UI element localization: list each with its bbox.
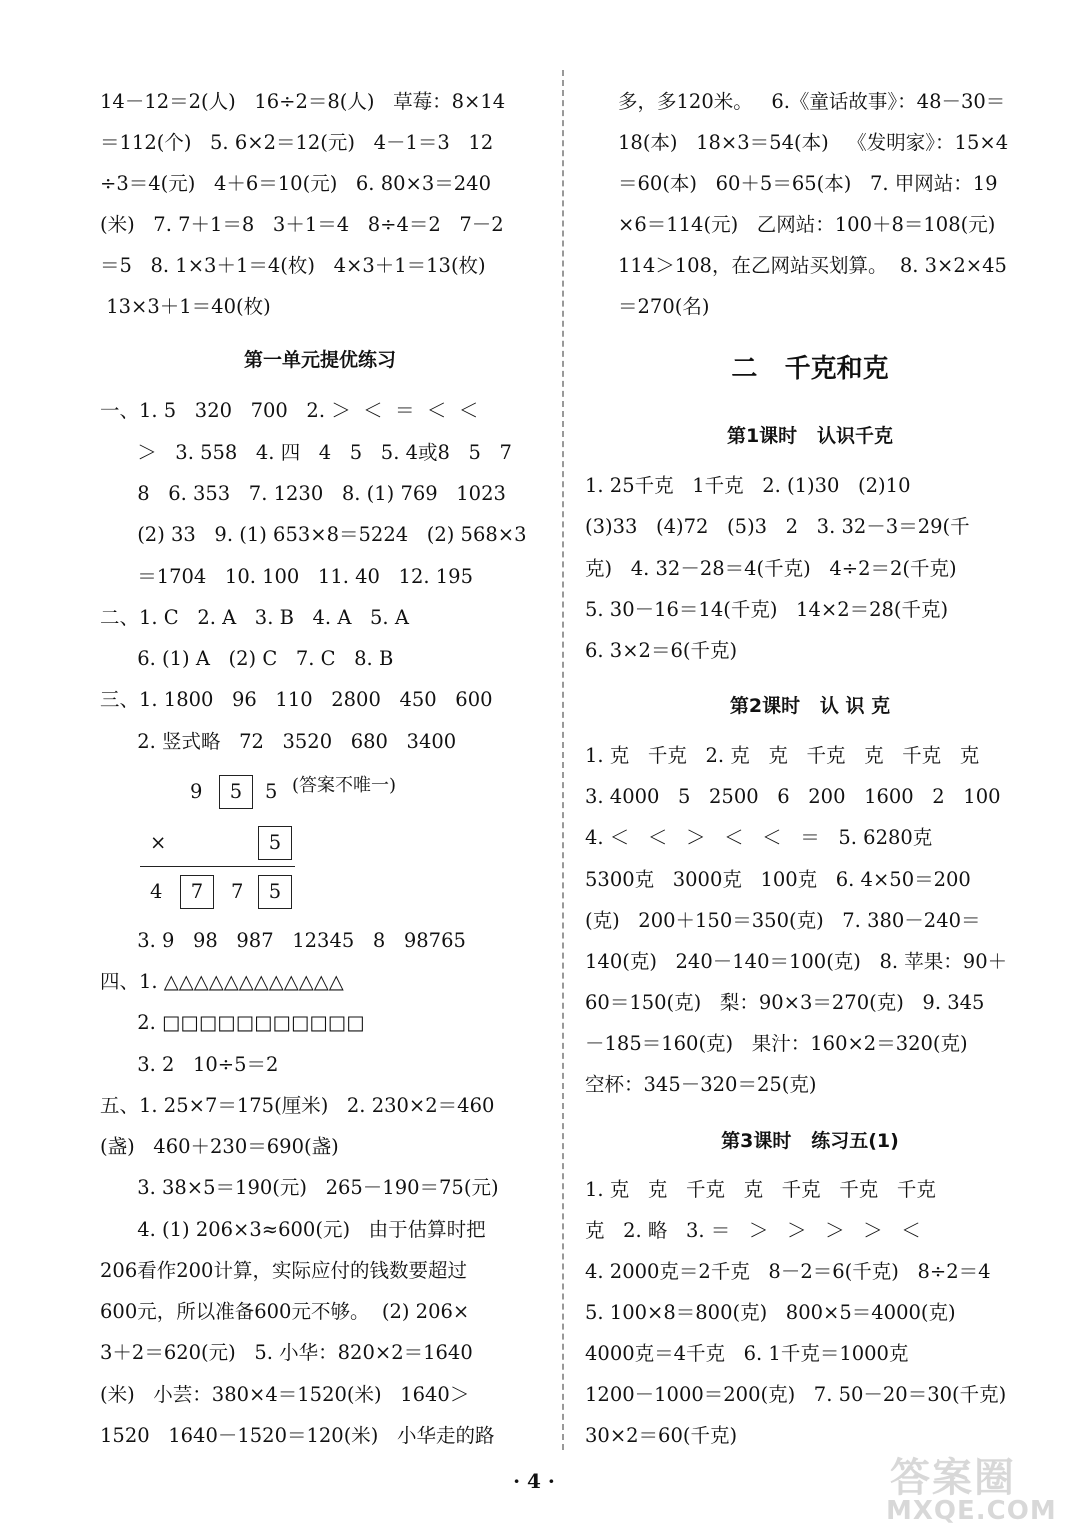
answer-line: 2. 竖式略 72 3520 680 3400 [100, 730, 457, 753]
answer-box: 5 [258, 826, 292, 860]
answer-line: ＞ 3. 558 4. 四 4 5 5. 4或8 5 7 [100, 441, 512, 464]
column-divider [562, 70, 564, 1450]
digit: 4 [150, 880, 163, 903]
answer-line: (2) 33 9. (1) 653×8＝5224 (2) 568×3 [100, 523, 527, 546]
calc-rule [140, 866, 295, 867]
answer-line: 3. 4000 5 2500 6 200 1600 2 100 [585, 785, 1001, 808]
answer-line: (克) 200＋150＝350(克) 7. 380－240＝ [585, 909, 981, 932]
answer-line: 8 6. 353 7. 1230 8. (1) 769 1023 [100, 482, 506, 505]
answer-line: 600元，所以准备600元不够。 (2) 206× [100, 1300, 470, 1323]
answer-line: 114＞108，在乙网站买划算。 8. 3×2×45 [618, 254, 1007, 277]
answer-line: 3. 2 10÷5＝2 [100, 1053, 279, 1076]
answer-line: 4. (1) 206×3≈600(元) 由于估算时把 [100, 1218, 486, 1241]
answer-line: 3. 9 98 987 12345 8 98765 [100, 929, 466, 952]
answer-line: 克 2. 略 3. ＝ ＞ ＞ ＞ ＞ ＜ [585, 1219, 921, 1242]
chapter-title: 二 千克和克 [731, 354, 889, 384]
answer-line: ＝1704 10. 100 11. 40 12. 195 [100, 565, 473, 588]
answer-line: 4. ＜ ＜ ＞ ＜ ＜ ＝ 5. 6280克 [585, 826, 933, 849]
answer-line: ÷3＝4(元) 4＋6＝10(元) 6. 80×3＝240 [100, 172, 491, 195]
watermark-cn: 答案圈 [890, 1455, 1016, 1501]
answer-line: 13×3＋1＝40(枚) [100, 295, 271, 318]
answer-line: 三、1. 1800 96 110 2800 450 600 [100, 688, 493, 711]
lesson-title: 第3课时 练习五(1) [721, 1130, 899, 1152]
page-number-value: 4 [527, 1469, 541, 1493]
watermark-logo [880, 1446, 1057, 1526]
lesson-title: 第1课时 认识千克 [726, 425, 894, 447]
answer-line: 一、1. 5 320 700 2. ＞ ＜ ＝ ＜ ＜ [100, 399, 479, 422]
answer-line: 2. □□□□□□□□□□□ [100, 1011, 365, 1034]
answer-line: (米) 小芸：380×4＝1520(米) 1640＞ [100, 1383, 470, 1406]
note-text: (答案不唯一) [292, 775, 397, 796]
answer-line: 14－12＝2(人) 16÷2＝8(人) 草莓：8×14 [100, 90, 506, 113]
answer-box: 7 [180, 875, 214, 909]
answer-line: 6. (1) A (2) C 7. C 8. B [100, 647, 394, 670]
answer-line: 1. 克 千克 2. 克 克 千克 克 千克 克 [585, 744, 980, 767]
multiply-sign: × [150, 831, 167, 854]
answer-line: 5. 100×8＝800(克) 800×5＝4000(克) [585, 1301, 956, 1324]
answer-line: 克) 4. 32－28＝4(千克) 4÷2＝2(千克) [585, 557, 957, 580]
answer-line: ×6＝114(元) 乙网站：100＋8＝108(元) [618, 213, 996, 236]
answer-box: 5 [219, 775, 253, 809]
answer-line: (3)33 (4)72 (5)3 2 3. 32－3＝29(千 [585, 515, 970, 538]
digit: 7 [231, 880, 244, 903]
answer-line: (米) 7. 7＋1＝8 3＋1＝4 8÷4＝2 7－2 [100, 213, 504, 236]
answer-line: 4. 2000克＝2千克 8－2＝6(千克) 8÷2＝4 [585, 1260, 991, 1283]
section-title: 第一单元提优练习 [243, 349, 396, 371]
answer-line: 空杯：345－320＝25(克) [585, 1073, 817, 1096]
answer-box: 5 [258, 875, 292, 909]
answer-line: 30×2＝60(千克) [585, 1424, 738, 1447]
answer-line: ＝5 8. 1×3＋1＝4(枚) 4×3＋1＝13(枚) [100, 254, 486, 277]
answer-line: 60＝150(克) 梨：90×3＝270(克) 9. 345 [585, 991, 985, 1014]
answer-line: 5. 30－16＝14(千克) 14×2＝28(千克) [585, 598, 949, 621]
answer-line: ＝270(名) [618, 295, 710, 318]
answer-line: 3. 38×5＝190(元) 265－190＝75(元) [100, 1176, 499, 1199]
answer-line: 多，多120米。 6.《童话故事》：48－30＝ [618, 90, 1006, 113]
answer-line: 1. 克 克 千克 克 千克 千克 千克 [585, 1178, 936, 1201]
digit: 9 [190, 780, 203, 803]
answer-line: 五、1. 25×7＝175(厘米) 2. 230×2＝460 [100, 1094, 495, 1117]
answer-line: －185＝160(克) 果汁：160×2＝320(克) [585, 1032, 968, 1055]
answer-line: 6. 3×2＝6(千克) [585, 639, 738, 662]
lesson-title: 第2课时 认 识 克 [729, 695, 891, 717]
answer-line: 206看作200计算，实际应付的钱数要超过 [100, 1259, 467, 1282]
answer-line: 1. 25千克 1千克 2. (1)30 (2)10 [585, 474, 911, 497]
answer-line: 1200－1000＝200(克) 7. 50－20＝30(千克) [585, 1383, 1007, 1406]
answer-line: 140(克) 240－140＝100(克) 8. 苹果：90＋ [585, 950, 1008, 973]
answer-line: 5300克 3000克 100克 6. 4×50＝200 [585, 868, 971, 891]
answer-line: ＝60(本) 60＋5＝65(本) 7. 甲网站：19 [618, 172, 998, 195]
answer-line: 3＋2＝620(元) 5. 小华：820×2＝1640 [100, 1341, 473, 1364]
answer-line: 4000克＝4千克 6. 1千克＝1000克 [585, 1342, 909, 1365]
answer-line: 四、1. △△△△△△△△△△△△ [100, 970, 344, 993]
answer-line: 二、1. C 2. A 3. B 4. A 5. A [100, 606, 409, 629]
watermark-url: MXQE.COM [886, 1496, 1057, 1526]
answer-line: (盏) 460＋230＝690(盏) [100, 1135, 339, 1158]
answer-line: 1520 1640－1520＝120(米) 小华走的路 [100, 1424, 495, 1447]
answer-line: 18(本) 18×3＝54(本) 《发明家》：15×4 [618, 131, 1009, 154]
page-number: · 4 · [513, 1469, 555, 1493]
answer-line: ＝112(个) 5. 6×2＝12(元) 4－1＝3 12 [100, 131, 494, 154]
digit: 5 [265, 780, 278, 803]
